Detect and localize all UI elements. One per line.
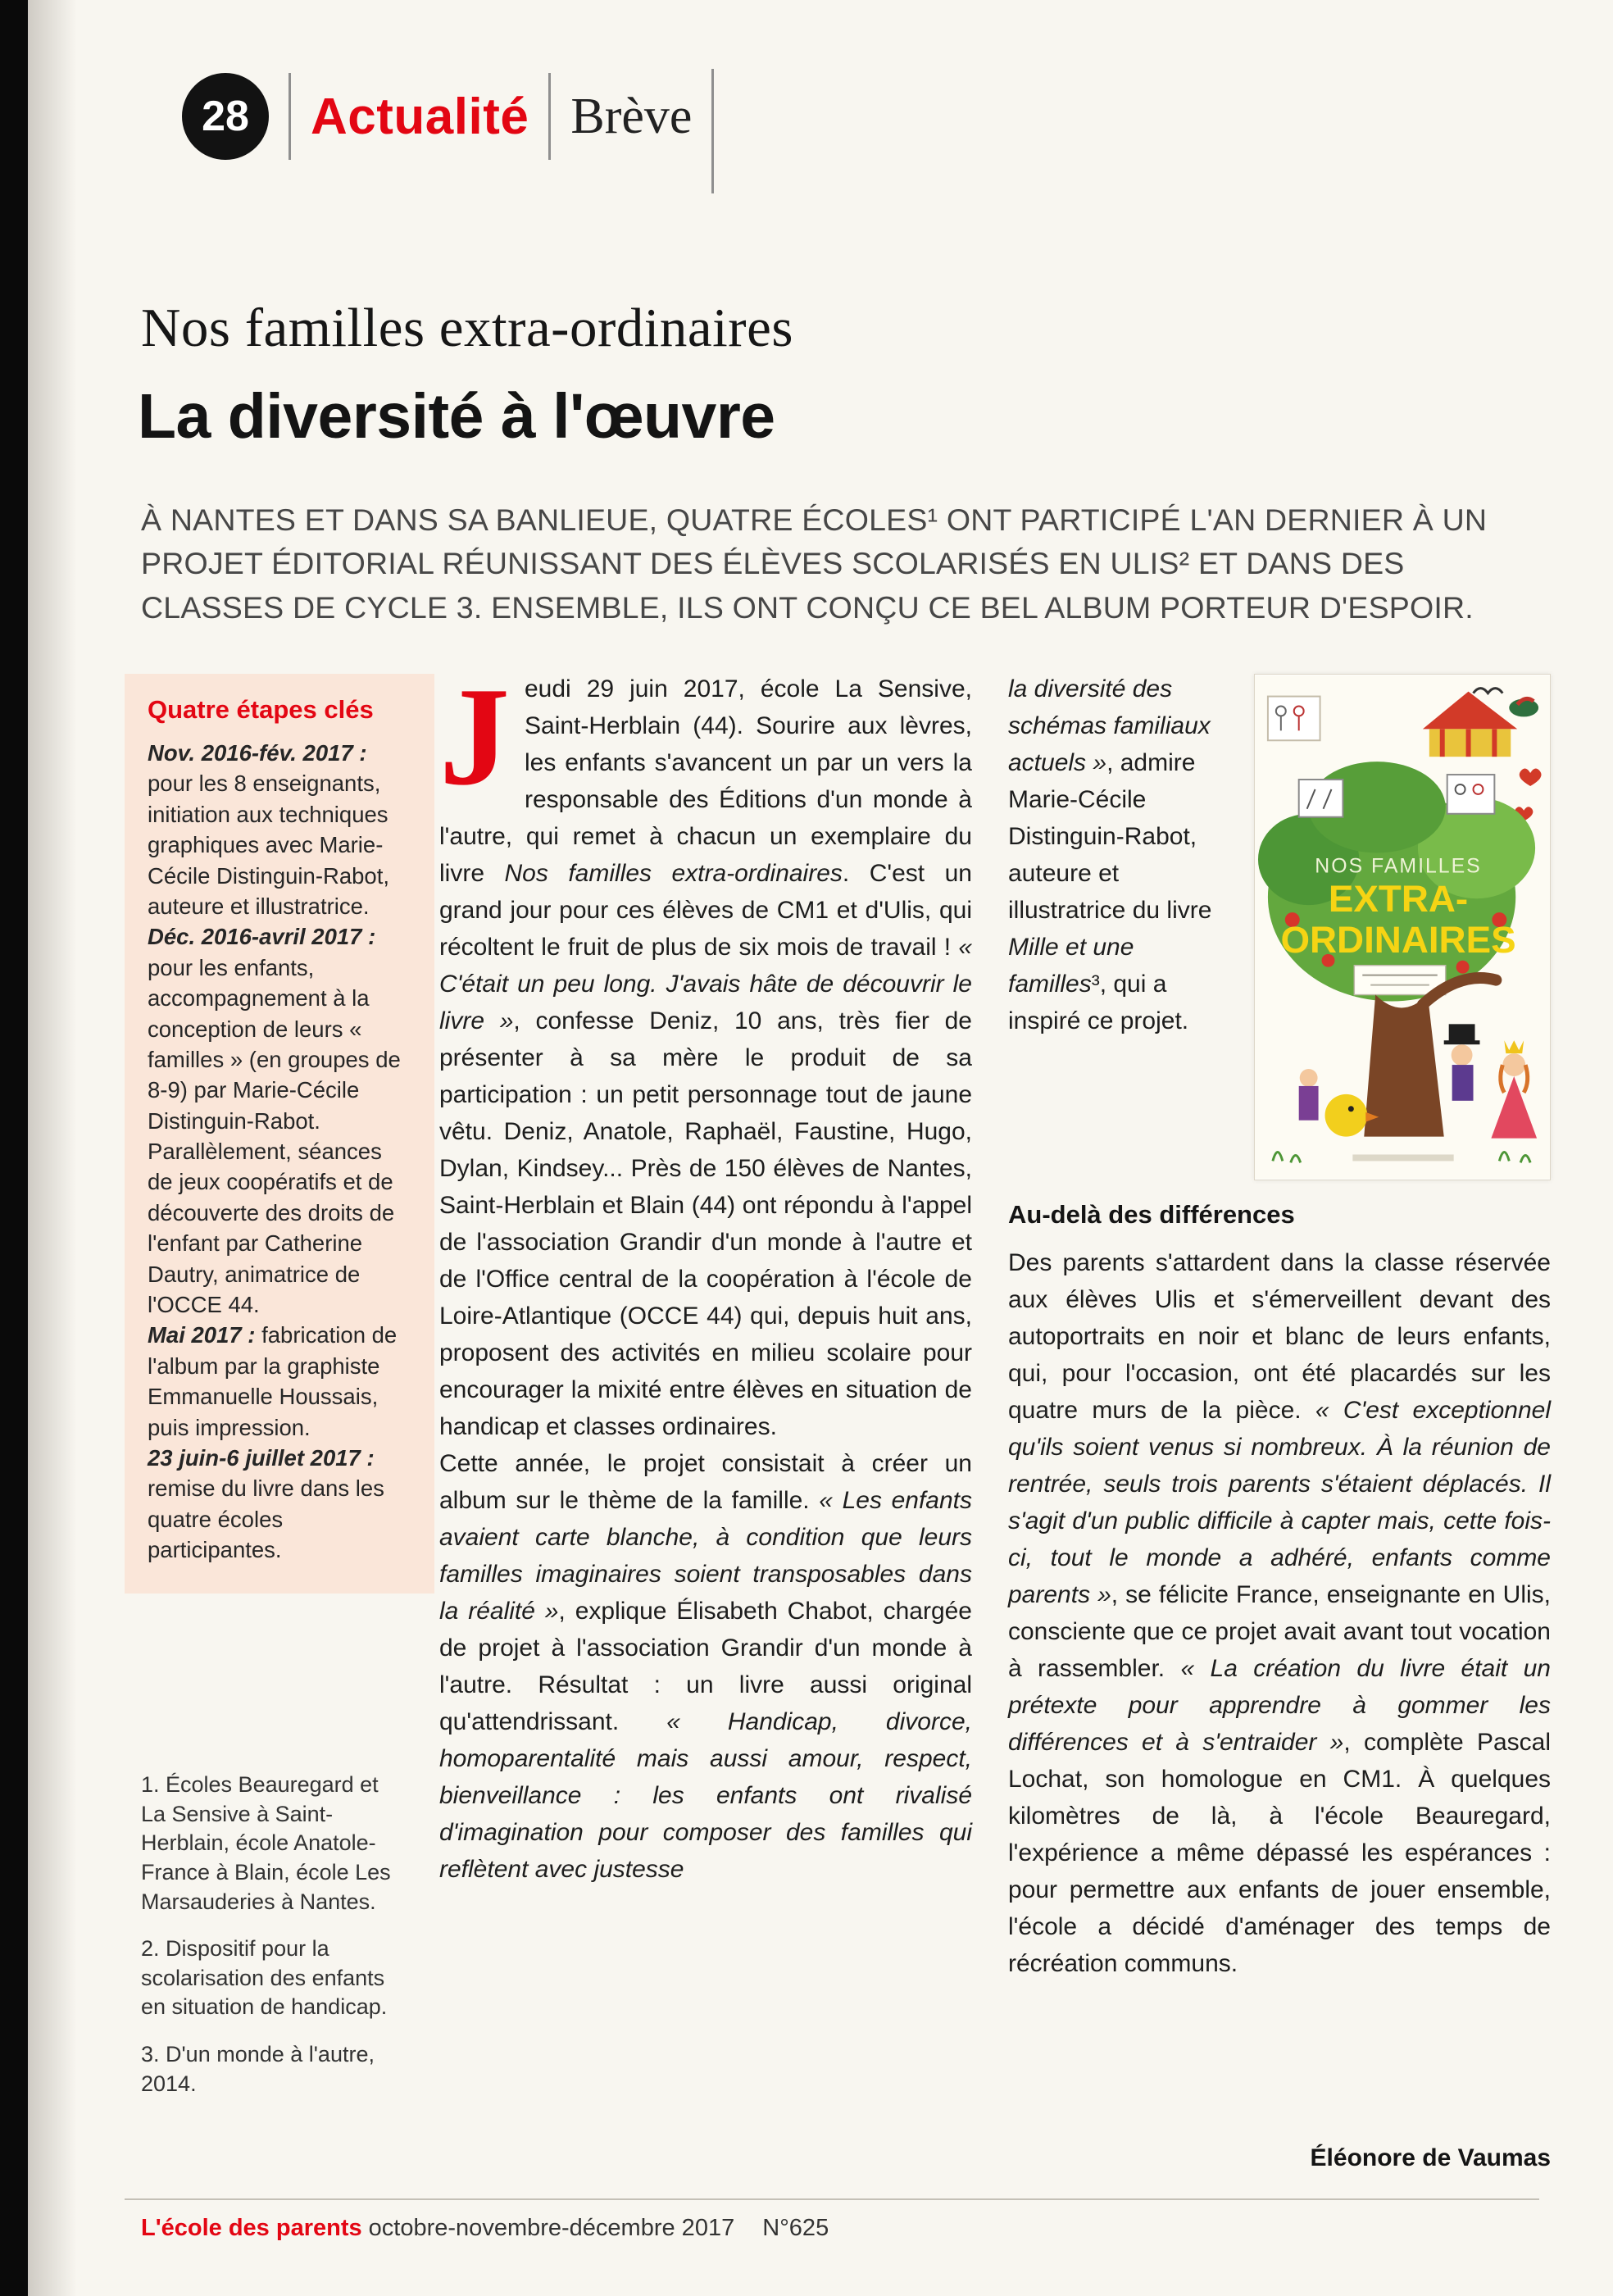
header-divider [289, 73, 291, 160]
step-date: Nov. 2016-fév. 2017 : [148, 740, 367, 766]
step-date: 23 juin-6 juillet 2017 : [148, 1444, 375, 1471]
book-title-line1: NOS FAMILLES [1315, 854, 1482, 878]
sidebar-step [148, 1443, 413, 1566]
step-date: Déc. 2016-avril 2017 : [148, 924, 376, 950]
edition-microtext [1352, 1154, 1453, 1161]
sidebar-title: Quatre étapes clés [148, 695, 374, 724]
step-date: Mai 2017 : [148, 1322, 262, 1348]
sidebar-step [148, 921, 413, 1320]
paragraph: Cette année, le projet consistait à créer un album sur le thème de la famille. « Les enfants avaient carte blanche, à condition que leurs familles imaginaires soient transposables dans la réalité », explique Élisabeth Chabot, chargée de projet à l'association Grandir d'un monde à l'autre. Résultat : un livre aussi original qu'attendrissant. « Handicap, divorce, homoparentalité mais aussi amour, respect, bienveillance : les enfants ont rivalisé d'imagination pour composer des familles qui reflètent avec justesse [439, 1450, 973, 1883]
article-column-right [1008, 671, 1551, 2176]
step-text: pour les 8 enseignants, initiation aux techniques graphiques avec Marie-Cécile Distinguin-Rabot, auteure et illustratrice. [148, 771, 389, 919]
key-steps-box [125, 674, 434, 1594]
corner-drawing [1268, 697, 1320, 741]
sidebar-step [148, 738, 413, 921]
footer-magazine-title: L'école des parents [141, 2215, 362, 2241]
header-divider [548, 73, 551, 160]
step-text: remise du livre dans les quatre écoles participantes. [148, 1475, 384, 1563]
page-footer [141, 2215, 829, 2242]
paragraph: Des parents s'attardent dans la classe réservée aux élèves Ulis et s'émerveillent devant des autoportraits en noir et blanc de leurs enfants, qui, pour l'occasion, ont été placardés sur les quatre murs de la pièce. « C'est exceptionnel qu'ils soient venus si nombreux. À la réunion de rentrée, seuls trois parents s'étaient déplacés. Il s'agit d'un public difficile à capter mais, cette fois-ci, tout le monde a adhéré, enfants comme parents », se félicite France, enseignante en Ulis, consciente que ce projet avait avant tout vocation à rassembler. « La création du livre était un prétexte pour apprendre à gommer les différences et à s'entraider », complète Pascal Lochat, son homologue en CM1. À quelques kilomètres de là, à l'école Beauregard, l'expérience a même dépassé les espérances : pour permettre aux enfants de jouer ensemble, l'école a décidé d'aménager des temps de récréation communs. [1008, 1249, 1552, 1977]
scan-shadow [28, 0, 77, 2296]
book-cover-illustration [1255, 675, 1550, 1180]
section-label: Actualité [311, 88, 529, 145]
section-subhead: Au-delà des différences [1008, 1200, 1295, 1229]
step-text: pour les enfants, accompagnement à la conception de leurs « familles » (en groupes de 8-9) par Marie-Cécile Distinguin-Rabot. Parallèlement, séances de jeux coopératifs et de découverte des droits de l'enfant par Catherine Dautry, animatrice de l'OCCE 44. [148, 954, 401, 1318]
paragraph: la diversité des schémas familiaux actuels », admire Marie-Cécile Distinguin-Rabot, auteure et illustratrice du livre Mille et une familles³, qui a inspiré ce projet. [1008, 675, 1212, 1034]
subsection-label: Brève [570, 88, 693, 144]
article-headline: La diversité à l'œuvre [138, 381, 775, 452]
book-title-line2: EXTRA- [1328, 878, 1469, 921]
footer-rule [125, 2198, 1539, 2200]
page-number-badge: 28 [182, 73, 269, 160]
drop-cap: J [439, 659, 510, 815]
step-text: fabrication de l'album par la graphiste Emmanuelle Houssais, puis impression. [148, 1322, 398, 1440]
paragraph [439, 659, 972, 1445]
footnote: 3. D'un monde à l'autre, 2014. [141, 2042, 375, 2096]
footnote: 2. Dispositif pour la scolarisation des enfants en situation de handicap. [141, 1936, 388, 2020]
character-purple-kid [1299, 1069, 1319, 1121]
scan-edge-strip [0, 0, 28, 2296]
standfirst: À NANTES ET DANS SA BANLIEUE, QUATRE ÉCOLES¹ ONT PARTICIPÉ L'AN DERNIER À UN PROJET ÉDITORIAL RÉUNISSANT DES ÉLÈVES SCOLARISÉS EN ULIS² ET DANS DES CLASSES DE CYCLE 3. ENSEMBLE, ILS ONT CONÇU CE BEL ALBUM PORTEUR D'ESPOIR. [141, 502, 1488, 625]
byline: Éléonore de Vaumas [1310, 2144, 1551, 2171]
footnotes [141, 1771, 392, 2116]
book-title-line3: ORDINAIRES [1280, 918, 1516, 961]
book-cover-photo [1254, 674, 1551, 1180]
masthead [182, 69, 714, 164]
paragraph-text: eudi 29 juin 2017, école La Sensive, Saint-Herblain (44). Sourire aux lèvres, les enfants s'avancent un par un vers la responsable des Éditions d'un monde à l'autre, qui remet à chacun un exemplaire du livre Nos familles extra-ordinaires. C'est un grand jour pour ces élèves de CM1 et d'Ulis, qui récoltent le fruit de plus de six mois de travail ! « C'était un peu long. J'avais hâte de découvrir le livre », confesse Deniz, 10 ans, très fier de présenter à sa mère le produit de sa participation : un petit personnage tout de jaune vêtu. Deniz, Anatole, Raphaël, Faustine, Hugo, Dylan, Kindsey... Près de 150 élèves de Nantes, Saint-Herblain et Blain (44) ont répondu à l'appel de l'association Grandir d'un monde à l'autre et de l'Office central de la coopération à l'école de Loire-Atlantique (OCCE 44) qui, depuis huit ans, proposent des activités en milieu scolaire pour encourager la mixité entre élèves en situation de handicap et classes ordinaires. [439, 675, 972, 1440]
footer-issue-number: N°625 [762, 2215, 829, 2241]
article-column-left [439, 659, 973, 1888]
footnote: 1. Écoles Beauregard et La Sensive à Saint-Herblain, école Anatole-France à Blain, école Les Marsauderies à Nantes. [141, 1772, 391, 1914]
header-divider [711, 69, 714, 193]
article-kicker: Nos familles extra-ordinaires [141, 298, 793, 358]
sidebar-step [148, 1320, 413, 1443]
footer-date: octobre-novembre-décembre 2017 [368, 2215, 735, 2241]
